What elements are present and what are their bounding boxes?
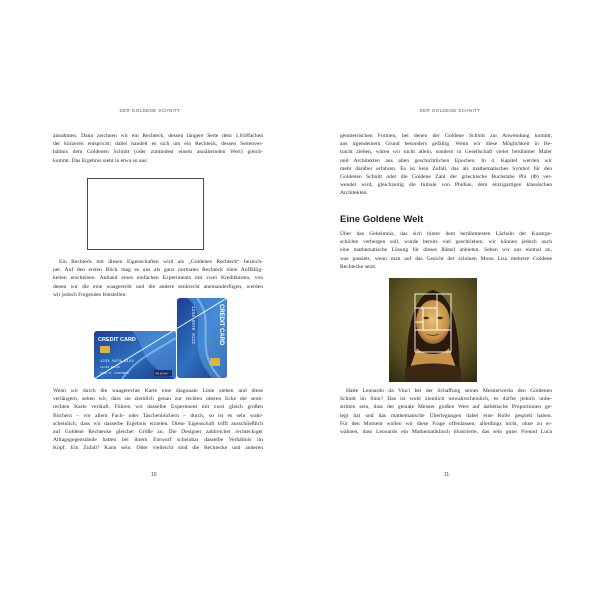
text-line: keiten erscheinen. Anhand eines einfachen Experiments mit zwei Kreditkarten, von [53,275,263,282]
card-bank-logo: AB BANK [155,371,169,376]
vertical-card [177,298,227,378]
right-paragraph-2 [340,230,552,271]
text-line: hältnis dem Goldenen Schnitt (oder zumindest einem annähernden Wert) gleich- [53,149,263,156]
text-line: Für den Moment wollen wir diese Frage offenlassen, allerdings nicht, ohne zu er- [340,420,552,427]
vertical-card-label: CREDIT CARD [218,304,224,346]
text-line: Goldenen Schnitt oder die Goldene Zahl der griechische Buchstabe Phi (Φ) ver- [340,174,552,181]
mona-lisa-illustration [389,278,477,382]
text-line: schichte verbergen soll, wurde bereits viel geschrieben; wir können jedoch auch [340,239,552,246]
running-head-left: DER GOLDENE SCHNITT [119,108,181,113]
text-line: Wenn wir durch die waagerechte Karte eine diagonale Linie ziehen und diese [53,388,263,394]
text-line: Büchern – vor allem Fach- oder Taschenbüchern – durch, so ist es sehr wahr- [53,412,263,419]
text-line: wir jedoch Folgendes feststellen: [53,291,127,298]
golden-rectangle [87,178,204,250]
left-paragraph-2 [53,258,263,299]
text-line: aus irgendeinem Grund besonders gefällig. Wenn wir diese Möglichkeit in Be- [340,141,552,148]
credit-cards-illustration [92,298,244,380]
horizontal-card-dates: 12/34 01/23 [100,366,120,369]
text-line: Hatte Leonardo da Vinci bei der Schaffung seines Meisterwerks den Goldenen [346,388,552,394]
text-line: wähnen, dass Leonardo ein Mathematikbuch illustrierte, das sein guter Freund Luca [340,429,552,436]
text-line: Rechtecke setzt. [340,263,377,270]
right-paragraph-3 [340,387,552,436]
page-number-left: 10 [151,472,157,478]
text-line: net. Auf den ersten Blick mag es uns als ganz normales Rechteck ohne Auffällig- [53,267,263,274]
text-line: verlängern, sehen wir, dass sie ziemlich genau zur rechten oberen Ecke der senk- [53,396,263,403]
right-paragraph-1 [340,132,552,198]
text-line: geometrischen Formen, bei denen der Goldene Schnitt zur Anwendung kommt, [340,133,552,139]
text-line: was passiert, wenn man auf das Gesicht der schönen Mona Lisa mehrere Goldene [340,255,552,262]
vertical-card-number: 1234 5678 9123 [190,306,195,344]
text-line: Über das Geheimnis, das sich hinter dem berühmtesten Lächeln der Kunstge- [340,231,552,237]
horizontal-card-label: CREDIT CARD [98,337,136,343]
text-line: rechten Karte verläuft. Führen wir dasselbe Experiment mit zwei gleich großen [53,404,263,411]
section-heading: Eine Goldene Welt [340,214,424,225]
text-line: annahmen. Dann zeichnen wir ein Rechteck, dessen längere Seite dem 1,618fachen [53,133,263,139]
text-line: denen wir die eine waagerecht und die andere senkrecht aneinanderfügen, werden [53,283,263,290]
text-line: legt hat und das mathematische Überlegungen dabei eine Rolle gespielt haben. [340,412,552,419]
text-line: Kopf. Ein Zufall? Kann sein. Oder vielleicht sind die Rechtecke und anderen [53,445,263,452]
text-line: eine mathematische Lösung für dieses Rätsel anbieten. Sehen wir uns einmal an, [340,247,552,254]
page-number-right: 11 [444,472,450,478]
text-line: stritten sein, dass der geniale Meister großen Wert auf ästhetische Proportionen ge- [340,404,552,411]
running-head-right: DER GOLDENE SCHNITT [419,108,481,113]
text-line: auf Goldene Rechtecke gleicher Größe zu. Die Designer zahlreicher rechteckiger [53,429,263,436]
text-line: scheinlich, dass wir dasselbe Ergebnis erzielen. Diese Eigenschaft trifft ausschließlich [53,420,263,427]
text-line: und Architekten aus allen geschichtlichen Epochen. In 4. Kapitel werden wir [340,157,552,164]
left-paragraph-3 [53,387,263,453]
left-paragraph-1 [53,132,263,165]
text-line: kommt. Das Ergebnis sieht in etwa so aus: [53,157,148,164]
text-line: wendet wird, gleichzeitig die Initiale von Phidias, dem einzigartigen klassischen [340,182,552,189]
right-page [300,0,600,600]
text-line: Ein Rechteck mit diesen Eigenschaften wird als „Goldenes Rechteck“ bezeich- [59,259,263,265]
horizontal-card-number: 1234 5678 9123 [100,360,134,364]
horizontal-card-name: CARD P. CUSTOMER [100,372,129,375]
text-line: tracht ziehen, wären wir nicht allein, sondern in Gesellschaft vieler berühmter Maler [340,149,552,156]
text-line: Alltagsgegenstände hatten bei ihrem Entwurf scheinbar dasselbe Verhältnis im [53,437,263,444]
text-line: Architekten. [340,190,368,197]
text-line: Schnitt im Sinn? Das ist wohl ziemlich unwahrscheinlich, es dürfte jedoch unbe- [340,396,552,403]
text-line: der kürzeren entspricht; dabei handelt es sich um ein Rechteck, dessen Seitenver- [53,141,263,148]
text-line: mehr darüber erfahren. Es ist kein Zufall, das als mathematisches Symbol für den [340,165,552,172]
